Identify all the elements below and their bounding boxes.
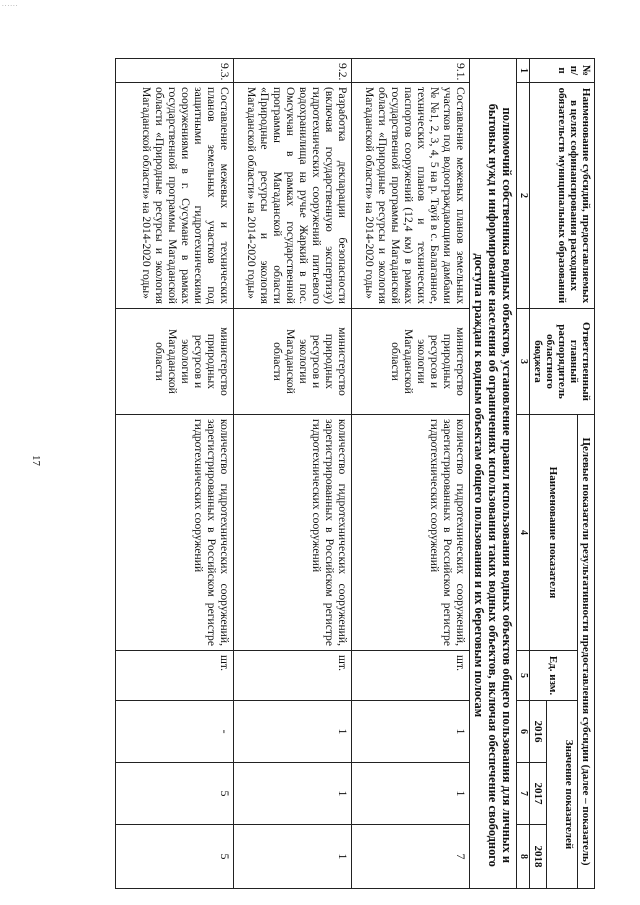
scan-corner-mark: ...... xyxy=(2,0,19,8)
column-number: 5 xyxy=(517,651,530,701)
header-subsidy-name: Наименование субсидий, предоставляемых в целях софинансирования расходных обязательств муниципальных образований xyxy=(530,83,595,309)
table-row xyxy=(352,59,470,889)
budget-manager: министерство природных ресурсов и экологии Магаданской области xyxy=(234,309,352,415)
row-number: 9.2. xyxy=(234,59,352,83)
subsidy-table xyxy=(115,58,595,889)
unit: шт. xyxy=(116,651,234,701)
indicator-name: количество гидротехнических сооружений, зарегистрированных в Российском регистре гидротехнических сооружений xyxy=(234,415,352,651)
header-year-2018: 2018 xyxy=(530,825,547,889)
header-year-2017: 2017 xyxy=(530,763,547,825)
value-2017: 1 xyxy=(234,763,352,825)
value-2018: 1 xyxy=(234,825,352,889)
header-number: № п/п xyxy=(530,59,595,83)
budget-manager: министерство природных ресурсов и экологии Магаданской области xyxy=(352,309,470,415)
section-heading: полномочий собственника водных объектов, установление правил использования водных объектов общего пользования для личных и бытовых нужд и информирование населения об ограничениях использования таких водных объектов, включая обеспечение свободного доступа граждан к водным объектам общего пользования и их береговым полосам xyxy=(470,83,517,889)
value-2018: 5 xyxy=(116,825,234,889)
header-indicator-name: Наименование показателя xyxy=(530,415,578,651)
value-2017: 1 xyxy=(352,763,470,825)
column-number: 3 xyxy=(517,309,530,415)
value-2016: 1 xyxy=(352,701,470,763)
column-number: 8 xyxy=(517,825,530,889)
table-row xyxy=(234,59,352,889)
unit: шт. xyxy=(234,651,352,701)
subsidy-name: Разработка декларации безопасности (включая государственную экспертизу) гидротехнических сооружений питьевого водохранилища на ручье Жаркий в пос. Омсукчан в рамках государственной программы Магаданской области «Природные ресурсы и экология Магаданской области» на 2014-2020 годы» xyxy=(234,83,352,309)
rotated-document-sheet xyxy=(130,58,595,888)
column-number: 4 xyxy=(517,415,530,651)
column-number: 2 xyxy=(517,83,530,309)
unit: шт. xyxy=(352,651,470,701)
budget-manager: министерство природных ресурсов и экологии Магаданской области xyxy=(116,309,234,415)
column-number: 6 xyxy=(517,701,530,763)
value-2018: 7 xyxy=(352,825,470,889)
table-row xyxy=(116,59,234,889)
header-indicators-group: Целевые показатели результативности предоставления субсидии (далее – показатель) xyxy=(578,415,595,889)
value-2017: 5 xyxy=(116,763,234,825)
header-year-2016: 2016 xyxy=(530,701,547,763)
column-number: 1 xyxy=(517,59,530,83)
header-unit: Ед. изм. xyxy=(530,651,578,701)
header-values-group: Значение показателей xyxy=(547,701,578,889)
indicator-name: количество гидротехнических сооружений, зарегистрированных в Российском регистре гидротехнических сооружений xyxy=(116,415,234,651)
column-number: 7 xyxy=(517,763,530,825)
header-budget-manager: Ответственный главный распорядитель областного бюджета xyxy=(530,309,595,415)
subsidy-name: Составление межевых планов земельных участков под водоограждающими дамбами № №1, 2, 3, 4, 5 на р. Тауй в с. Балаганное, технических планов и технических паспортов сооружений (12,4 км) в рамках государственной программы Магаданской области «Природные ресурсы и экология Магаданской области» на 2014-2020 годы» xyxy=(352,83,470,309)
value-2016: 1 xyxy=(234,701,352,763)
indicator-name: количество гидротехнических сооружений, зарегистрированных в Российском регистре гидротехнических сооружений xyxy=(352,415,470,651)
page-number: 17 xyxy=(30,455,42,466)
subsidy-name: Составление межевых и технических планов земельных участков под защитными гидротехническими сооружениями в г. Сусумане в рамках государственной программы Магаданской области «Природные ресурсы и экология Магаданской области» на 2014-2020 годы» xyxy=(116,83,234,309)
value-2016: - xyxy=(116,701,234,763)
row-number: 9.1. xyxy=(352,59,470,83)
row-number: 9.3. xyxy=(116,59,234,83)
